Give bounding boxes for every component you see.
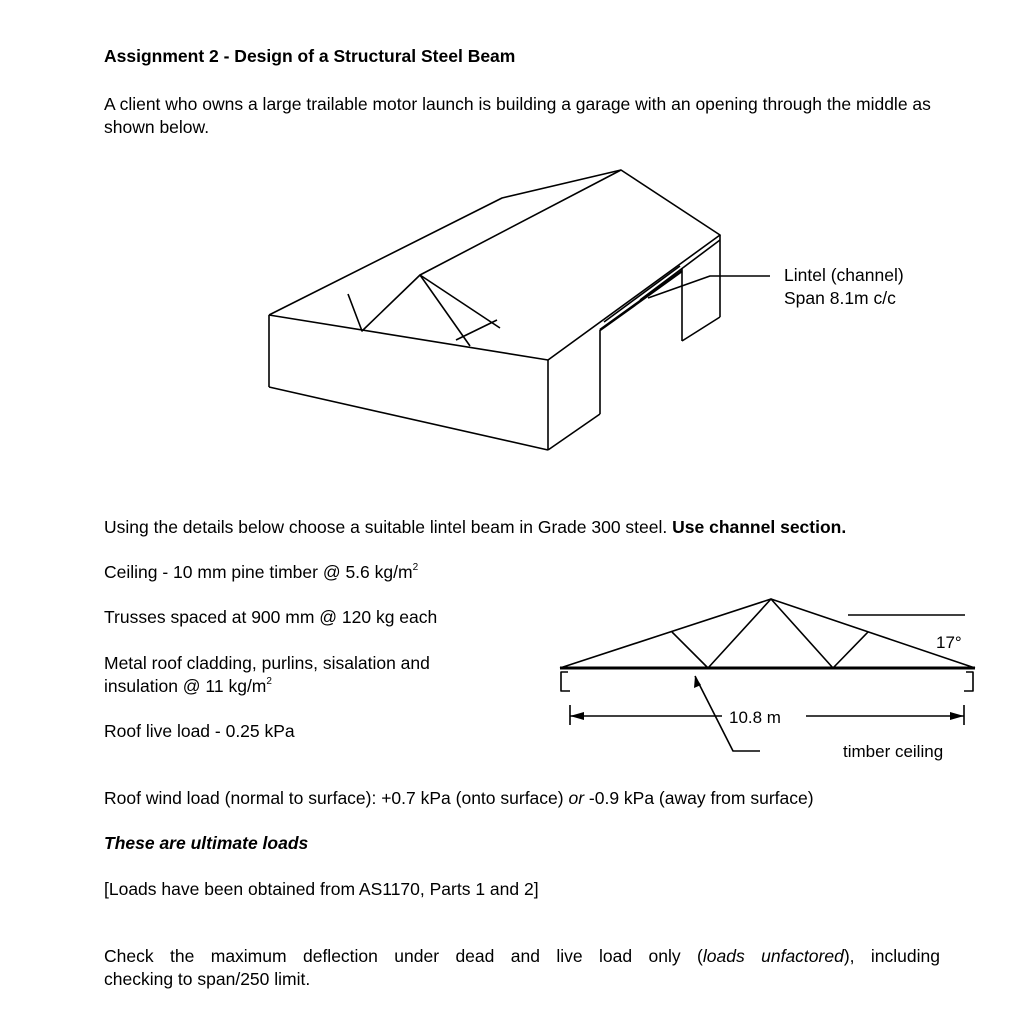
timber-ceiling-label: timber ceiling (843, 742, 944, 761)
wind-load (104, 787, 814, 810)
truss-webs-diagram (672, 599, 868, 668)
span-label-truss: 10.8 m (729, 708, 781, 727)
deflection-pre: Check the maximum deflection under dead and live load only ( (104, 946, 703, 966)
loads-reference: [Loads have been obtained from AS1170, Parts 1 and 2] (104, 879, 539, 899)
deflection-line2: checking to span/250 limit. (104, 969, 311, 989)
ceiling-bracket-right (964, 672, 973, 691)
intro-paragraph: A client who owns a large trailable motor launch is building a garage with an opening through the middle as shown below. (104, 94, 931, 137)
load-live: Roof live load - 0.25 kPa (104, 721, 295, 741)
lintel-channel (600, 271, 682, 330)
load-roof-text: insulation @ 11 kg/m (104, 676, 267, 696)
ceiling-bracket-left (561, 672, 570, 691)
deflection-post: ), including (843, 946, 940, 966)
load-roof-line2 (104, 675, 272, 698)
span-arrow-right (950, 712, 964, 720)
wind-load-or: or (568, 788, 585, 808)
load-ceiling-sup: 2 (412, 562, 419, 573)
garage-diagram (0, 0, 1024, 500)
page-title: Assignment 2 - Design of a Structural Steel Beam (104, 46, 516, 66)
wind-load-post: -0.9 kPa (away from surface) (584, 788, 814, 808)
instruction-text (104, 516, 846, 539)
roof-ridge (420, 170, 621, 275)
truss-top-chord (560, 599, 975, 668)
angle-label: 17° (936, 633, 962, 652)
deflection-line1 (104, 945, 940, 968)
deflection-italic: loads unfactored (702, 946, 844, 966)
instruction-plain: Using the details below choose a suitable lintel beam in Grade 300 steel. (104, 517, 673, 537)
roof-outline (269, 170, 720, 360)
truss-diagram (540, 590, 990, 770)
wind-load-pre: Roof wind load (normal to surface): +0.7 kPa (onto surface) (104, 788, 569, 808)
load-ceiling-text: Ceiling - 10 mm pine timber @ 5.6 kg/m (104, 562, 413, 582)
span-label: Span 8.1m c/c (784, 288, 896, 308)
span-arrow-left (570, 712, 584, 720)
load-ceiling (104, 561, 418, 584)
load-roof-sup: 2 (266, 676, 272, 687)
instruction-bold: Use channel section. (672, 517, 847, 537)
ultimate-loads-note: These are ultimate loads (104, 833, 309, 853)
lintel-label: Lintel (channel) (784, 265, 904, 285)
load-roof-line1: Metal roof cladding, purlins, sisalation and (104, 653, 430, 673)
load-trusses: Trusses spaced at 900 mm @ 120 kg each (104, 607, 438, 627)
truss-webs (348, 275, 470, 346)
